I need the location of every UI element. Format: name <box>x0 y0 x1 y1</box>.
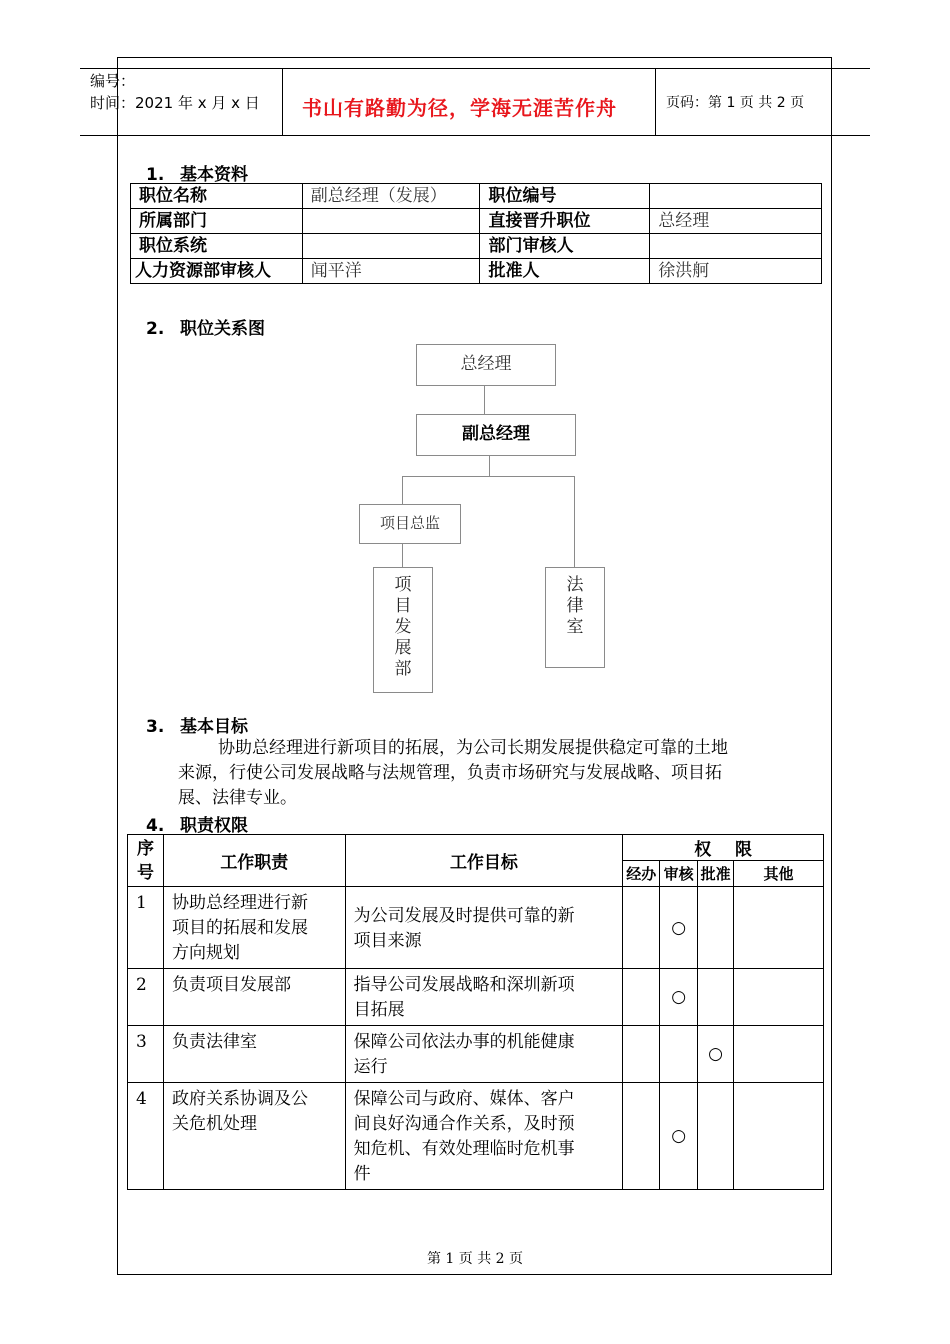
section-2-heading <box>146 314 265 339</box>
paragraph-line: 来源，行使公司发展战略与法规管理，负责市场研究与发展战略、项目拓 <box>178 763 722 783</box>
org-node-label: 项目总监 <box>379 514 440 532</box>
cell-line: 项目的拓展和发展 <box>171 918 308 938</box>
header-authority: 权 限 <box>623 835 824 861</box>
basic-objective-paragraph <box>178 736 818 811</box>
frame-bottom-border <box>117 1274 832 1275</box>
label-cell: 部门审核人 <box>480 234 650 259</box>
cell-line: 件 <box>353 1164 371 1184</box>
paragraph-line: 展、法律专业。 <box>178 788 297 808</box>
paragraph-line: 协助总经理进行新项目的拓展，为公司长期发展提供稳定可靠的土地 <box>218 738 728 758</box>
org-connector <box>489 455 490 477</box>
header-top-line <box>80 68 870 69</box>
basic-info-table <box>130 183 822 284</box>
seq-cell: 2 <box>128 969 164 1026</box>
value-cell <box>302 234 480 259</box>
char: 项 <box>394 575 412 595</box>
handle-cell <box>623 1026 660 1083</box>
org-connector <box>402 476 575 477</box>
header-other: 其他 <box>734 861 824 887</box>
value-cell: 副总经理（发展） <box>302 184 480 209</box>
char: 室 <box>566 617 584 637</box>
cell-line: 知危机、有效处理临时危机事 <box>353 1139 575 1159</box>
cell-line: 方向规划 <box>171 943 240 963</box>
header-handle: 经办 <box>623 861 660 887</box>
cell-line: 政府关系协调及公 <box>171 1089 308 1109</box>
approve-cell <box>698 887 734 969</box>
table-row <box>131 184 822 209</box>
header-goal: 工作目标 <box>345 835 623 887</box>
approve-cell <box>698 1083 734 1190</box>
value-cell: 徐洪舸 <box>650 259 822 284</box>
org-node-project-development-dept <box>373 567 433 693</box>
section-1-heading <box>146 160 248 185</box>
goal-cell <box>345 969 623 1026</box>
duty-cell <box>163 887 345 969</box>
section-4-heading <box>146 811 248 836</box>
label-cell: 职位编号 <box>480 184 650 209</box>
section-title: 基本资料 <box>180 165 248 185</box>
duty-cell <box>163 969 345 1026</box>
cell-line: 间良好沟通合作关系，及时预 <box>353 1114 575 1134</box>
other-cell <box>734 887 824 969</box>
cell-line: 保障公司依法办事的机能健康 <box>353 1032 575 1052</box>
frame-top-border <box>117 57 832 58</box>
vertical-label <box>374 575 432 680</box>
char: 律 <box>566 596 584 616</box>
page-footer: 第 1 页 共 2 页 <box>426 1251 524 1267</box>
frame-left-border <box>117 57 118 1275</box>
other-cell <box>734 1026 824 1083</box>
char: 部 <box>394 659 412 679</box>
table-row <box>128 1083 824 1190</box>
other-cell <box>734 1083 824 1190</box>
label-cell: 所属部门 <box>131 209 303 234</box>
header-review: 审核 <box>660 861 698 887</box>
table-row <box>128 1026 824 1083</box>
handle-cell <box>623 969 660 1026</box>
header-divider-1 <box>282 68 283 136</box>
org-node-label: 总经理 <box>460 354 512 374</box>
label-cell: 职位名称 <box>131 184 303 209</box>
value-cell <box>650 234 822 259</box>
seq-cell: 1 <box>128 887 164 969</box>
section-title: 基本目标 <box>180 717 248 737</box>
label-cell: 直接晋升职位 <box>480 209 650 234</box>
org-connector <box>402 476 403 504</box>
seq-cell: 4 <box>128 1083 164 1190</box>
table-header-row <box>128 835 824 861</box>
table-row <box>131 209 822 234</box>
goal-cell <box>345 887 623 969</box>
cell-line: 负责项目发展部 <box>171 975 291 995</box>
table-row <box>128 969 824 1026</box>
cell-line: 保障公司与政府、媒体、客户 <box>353 1089 575 1109</box>
duty-cell <box>163 1026 345 1083</box>
char: 法 <box>566 575 584 595</box>
section-title: 职位关系图 <box>180 319 265 339</box>
approve-cell <box>698 969 734 1026</box>
header-text: 序 <box>136 838 154 859</box>
seq-cell: 3 <box>128 1026 164 1083</box>
goal-cell <box>345 1083 623 1190</box>
section-3-heading <box>146 712 248 737</box>
org-node-label: 副总经理 <box>462 424 530 444</box>
cell-line: 负责法律室 <box>171 1032 257 1052</box>
char: 目 <box>394 596 412 616</box>
vertical-label <box>546 575 604 638</box>
handle-cell <box>623 1083 660 1190</box>
section-number: 1. <box>146 165 165 185</box>
section-number: 4. <box>146 816 165 836</box>
review-cell: ○ <box>660 887 698 969</box>
section-number: 2. <box>146 319 165 339</box>
approve-cell: ○ <box>698 1026 734 1083</box>
label-cell: 职位系统 <box>131 234 303 259</box>
org-node-deputy-gm <box>416 414 576 456</box>
org-connector <box>574 476 575 568</box>
cell-line: 目拓展 <box>353 1000 405 1020</box>
table-row <box>131 259 822 284</box>
cell-line: 为公司发展及时提供可靠的新 <box>353 905 575 926</box>
cell-line: 协助总经理进行新 <box>171 893 308 913</box>
review-cell: ○ <box>660 969 698 1026</box>
cell-line: 指导公司发展战略和深圳新项 <box>353 975 575 995</box>
header-bottom-line <box>80 135 870 136</box>
review-cell: ○ <box>660 1083 698 1190</box>
value-cell: 闻平洋 <box>302 259 480 284</box>
other-cell <box>734 969 824 1026</box>
cell-line: 关危机处理 <box>171 1114 257 1134</box>
header-duty: 工作职责 <box>163 835 345 887</box>
org-node-general-manager <box>416 344 556 386</box>
review-cell <box>660 1026 698 1083</box>
page-indicator: 页码：第 1 页 共 2 页 <box>666 95 805 111</box>
label-cell: 批准人 <box>480 259 650 284</box>
header-divider-2 <box>655 68 656 136</box>
cell-line: 运行 <box>353 1057 388 1077</box>
cell-line: 项目来源 <box>353 930 422 951</box>
frame-right-border <box>831 57 832 1275</box>
label-cell: 人力资源部审核人 <box>131 259 303 284</box>
section-number: 3. <box>146 717 165 737</box>
section-title: 职责权限 <box>180 816 248 836</box>
org-node-project-director <box>359 504 461 544</box>
header-motto: 书山有路勤为径，学海无涯苦作舟 <box>302 96 617 120</box>
header-seq <box>128 835 164 887</box>
value-cell <box>302 209 480 234</box>
header-meta <box>90 70 260 114</box>
goal-cell <box>345 1026 623 1083</box>
char: 发 <box>394 617 412 637</box>
handle-cell <box>623 887 660 969</box>
duty-cell <box>163 1083 345 1190</box>
table-row <box>128 887 824 969</box>
header-approve: 批准 <box>698 861 734 887</box>
header-text: 号 <box>136 862 154 883</box>
document-date: 时间：2021 年 x 月 x 日 <box>90 94 260 112</box>
document-number-label: 编号： <box>90 72 136 90</box>
value-cell: 总经理 <box>650 209 822 234</box>
table-row <box>131 234 822 259</box>
org-connector <box>484 385 485 415</box>
org-node-legal-office <box>545 567 605 668</box>
responsibility-table <box>127 834 824 1190</box>
value-cell <box>650 184 822 209</box>
org-connector <box>402 543 403 568</box>
char: 展 <box>394 638 412 658</box>
